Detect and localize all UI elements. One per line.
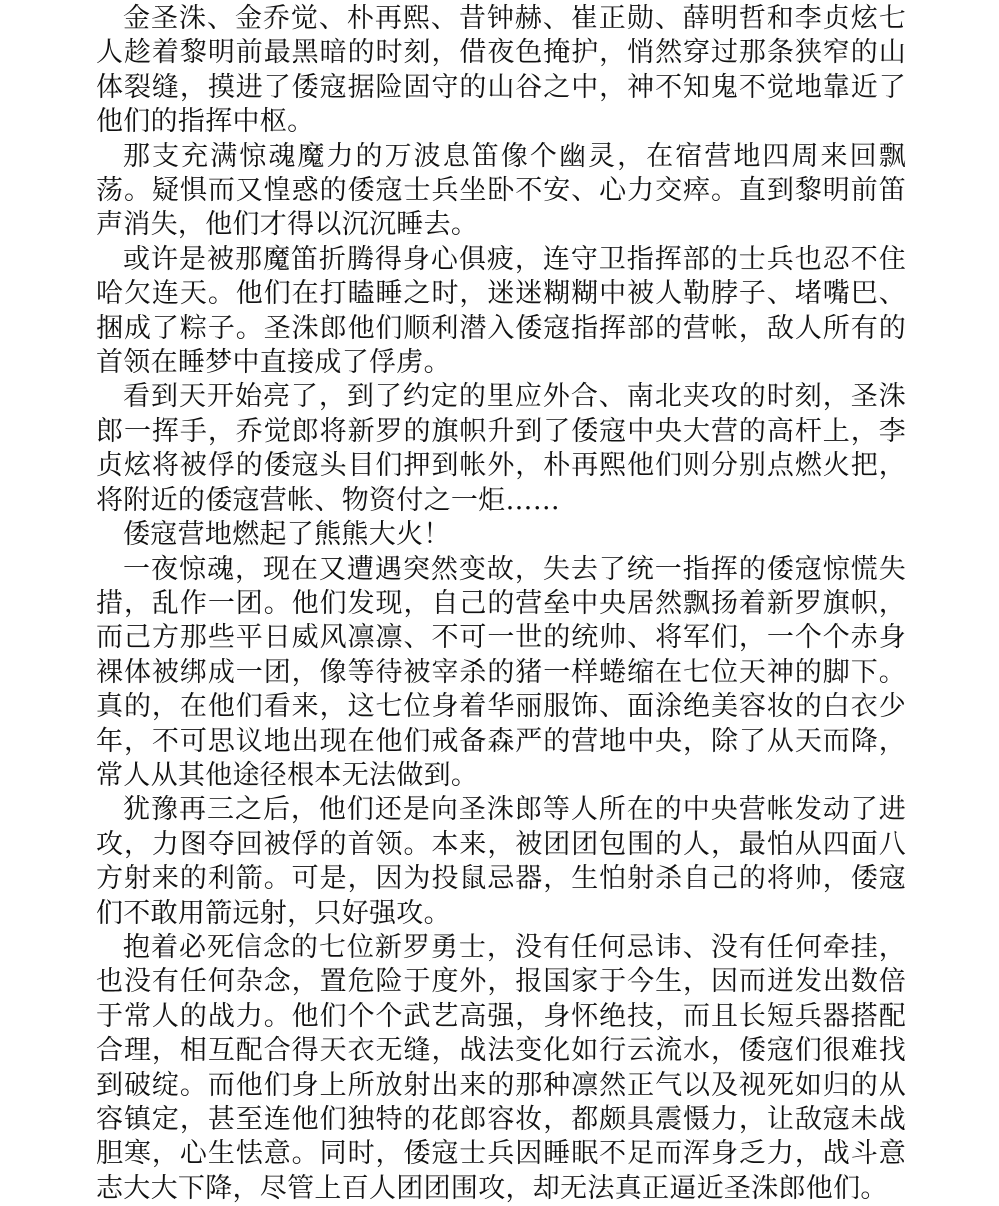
- paragraph: 倭寇营地燃起了熊熊大火！: [123, 519, 451, 551]
- paragraph: 或许是被那魔笛折腾得身心俱疲，连守卫指挥部的士兵也忍不住哈欠连天。他们在打瞌睡之时，迷迷糊糊中被人勒脖子、堵嘴巴、捆成了粽子。圣洙郎他们顺利潜入倭寇指挥部的营帐，敌人所有的首领在睡梦中直接成了俘虏。: [96, 243, 906, 379]
- paragraph: 那支充满惊魂魔力的万波息笛像个幽灵，在宿营地四周来回飘荡。疑惧而又惶惑的倭寇士兵坐卧不安、心力交瘁。直到黎明前笛声消失，他们才得以沉沉睡去。: [96, 140, 906, 241]
- paragraph: 看到天开始亮了，到了约定的里应外合、南北夹攻的时刻，圣洙郎一挥手，乔觉郎将新罗的旗帜升到了倭寇中央大营的高杆上，李贞炫将被俘的倭寇头目们押到帐外，朴再熙他们则分别点燃火把，将附近的倭寇营帐、物资付之一炬……: [96, 381, 906, 516]
- paragraph: 金圣洙、金乔觉、朴再熙、昔钟赫、崔正勋、薛明哲和李贞炫七人趁着黎明前最黑暗的时刻，借夜色掩护，悄然穿过那条狭窄的山体裂缝，摸进了倭寇据险固守的山谷之中，神不知鬼不觉地靠近了他们的指挥中枢。: [96, 3, 906, 138]
- document-body: [96, 2, 906, 1206]
- paragraph: 犹豫再三之后，他们还是向圣洙郎等人所在的中央营帐发动了进攻，力图夺回被俘的首领。本来，被团团包围的人，最怕从四面八方射来的利箭。可是，因为投鼠忌器，生怕射杀自己的将帅，倭寇们不敢用箭远射，只好强攻。: [96, 794, 906, 929]
- paragraph: 抱着必死信念的七位新罗勇士，没有任何忌讳、没有任何牵挂，也没有任何杂念，置危险于度外，报国家于今生，因而迸发出数倍于常人的战力。他们个个武艺高强，身怀绝技，而且长短兵器搭配合理，相互配合得天衣无缝，战法变化如行云流水，倭寇们很难找到破绽。而他们身上所放射出来的那种凛然正气以及视死如归的从容镇定，甚至连他们独特的花郎容妆，都颇具震慑力，让敌寇未战胆寒，心生怯意。同时，倭寇士兵因睡眠不足而浑身乏力，战斗意志大大下降，尽管上百人团团围攻，却无法真正逼近圣洙郎他们。: [96, 931, 906, 1204]
- paragraph: 一夜惊魂，现在又遭遇突然变故，失去了统一指挥的倭寇惊慌失措，乱作一团。他们发现，自己的营垒中央居然飘扬着新罗旗帜，而己方那些平日威风凛凛、不可一世的统帅、将军们，一个个赤身裸体被绑成一团，像等待被宰杀的猪一样蜷缩在七位天神的脚下。真的，在他们看来，这七位身着华丽服饰、面涂绝美容妆的白衣少年，不可思议地出现在他们戒备森严的营地中央，除了从天而降，常人从其他途径根本无法做到。: [96, 553, 906, 791]
